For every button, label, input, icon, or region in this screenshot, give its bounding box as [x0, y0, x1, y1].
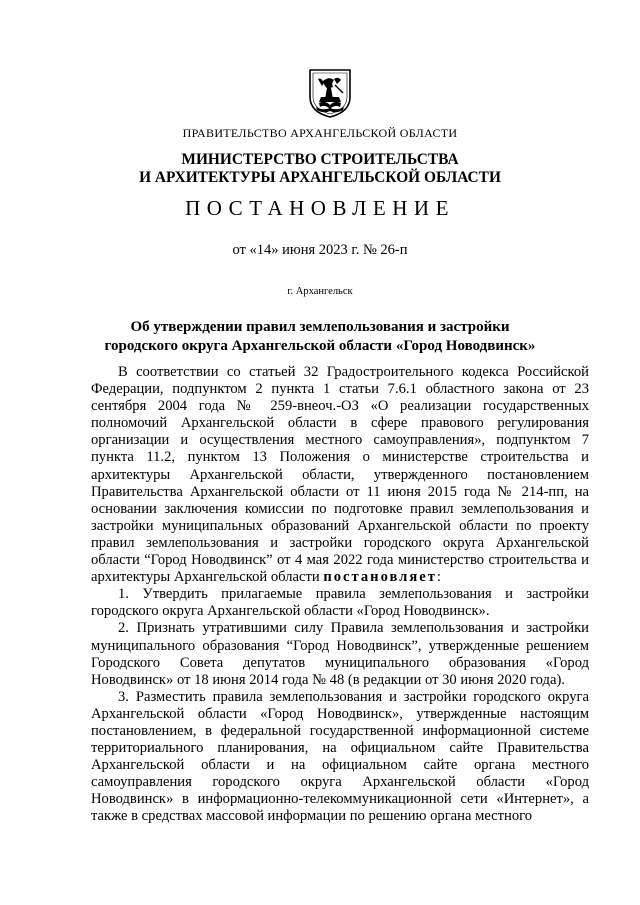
document-body: [91, 364, 589, 826]
ministry-line-2: И АРХИТЕКТУРЫ АРХАНГЕЛЬСКОЙ ОБЛАСТИ: [139, 169, 501, 186]
document-type-title: ПОСТАНОВЛЕНИЕ: [185, 196, 455, 220]
intro-end: :: [436, 569, 441, 586]
paragraph-3: 3. Разместить правила землепользования и застройки городского округа Архангельской области «Город Новодвинск», утвержденные настоящим постановлением, в федеральной государственной информационной системе территориального планирования, на официальном сайте Правительства Архангельской области и на официальном сайте органа местного самоуправления городского округа Архангельской области «Город Новодвинск» в информационно-телекоммуникационной сети «Интернет», а также в средствах массовой информации по решению органа местного: [91, 688, 589, 825]
intro-text: В соответствии со статьей 32 Градостроительного кодекса Российской Федерации, подпунктом 2 пункта 1 статьи 7.6.1 областного закона от 23 сентября 2004 года № 259-внеоч.-ОЗ «О реализации государственных полномочий Архангельской области в сфере правового регулирования организации и осуществления местного самоуправления», подпунктом 7 пункта 11.2, пунктом 13 Положения о министерстве строительства и архитектуры Архангельской области, утвержденного постановлением Правительства Архангельской области от 11 июня 2015 года № 214-пп, на основании заключения комиссии по подготовке правил землепользования и застройки муниципальных образований Архангельской области по проекту правил землепользования и застройки городского округа Архангельской области “Город Новодвинск” от 4 мая 2022 года министерство строительства и архитектуры Архангельской области: [91, 364, 589, 586]
document-city: г. Архангельск: [287, 286, 353, 297]
paragraph-1: 1. Утвердить прилагаемые правила землепользования и застройки городского округа Архангельской области «Город Новодвинск».: [91, 586, 589, 620]
subject-line-1: Об утверждении правил землепользования и застройки: [130, 319, 510, 335]
document-subject: [0, 318, 640, 356]
government-name: ПРАВИТЕЛЬСТВО АРХАНГЕЛЬСКОЙ ОБЛАСТИ: [182, 126, 458, 140]
ministry-name: [0, 151, 640, 187]
decree-keyword: постановляет: [323, 569, 437, 586]
ministry-line-1: МИНИСТЕРСТВО СТРОИТЕЛЬСТВА: [181, 151, 459, 168]
document-date-number: от «14» июня 2023 г. № 26-п: [232, 242, 408, 258]
paragraph-2: 2. Признать утратившими силу Правила землепользования и застройки муниципального образования “Город Новодвинск”, утвержденные решением Городского Совета депутатов муниципального образования «Город Новодвинск» от 18 июня 2014 года № 48 (в редакции от 30 июня 2020 года).: [91, 620, 589, 688]
intro-paragraph: [91, 364, 589, 586]
subject-line-2: городского округа Архангельской области «Город Новодвинск»: [104, 338, 536, 354]
arkhangelsk-coat-of-arms-icon: [307, 67, 353, 119]
